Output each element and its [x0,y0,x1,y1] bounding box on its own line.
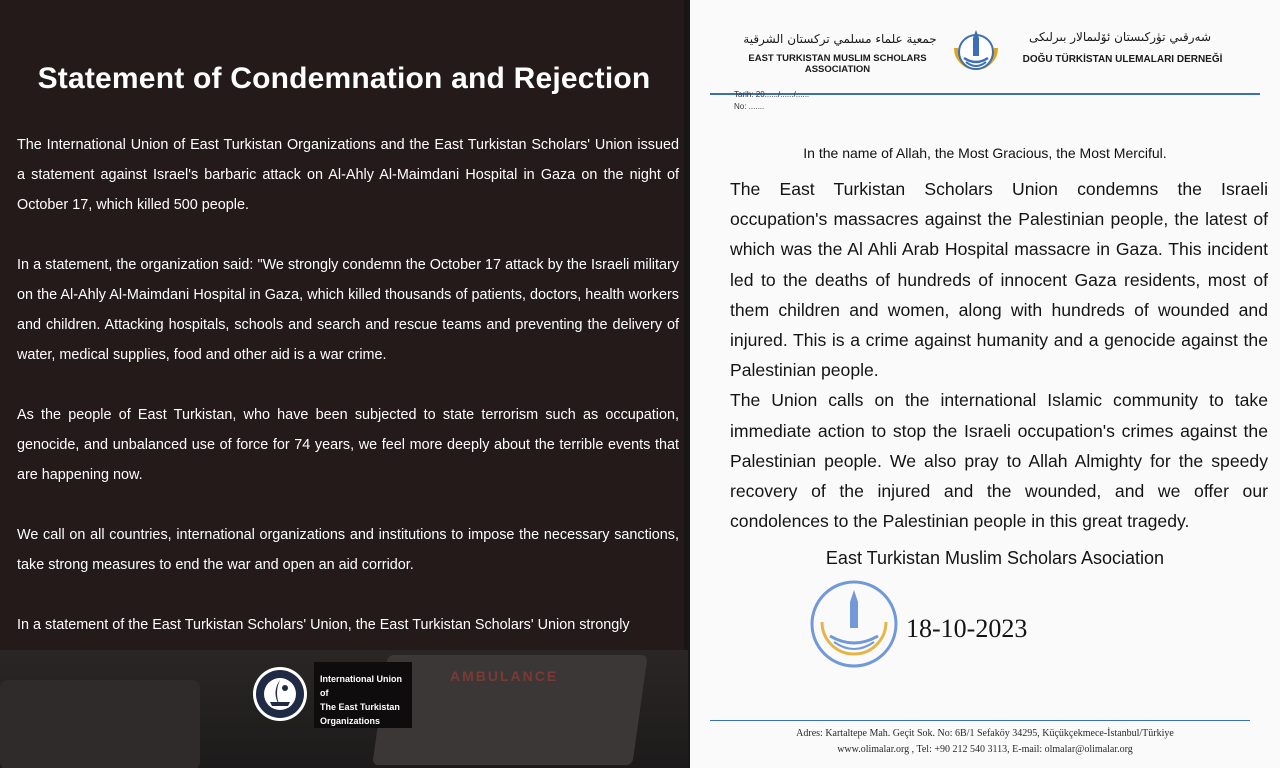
number-field: No: ....... [734,102,765,111]
letter-date: 18-10-2023 [906,614,1028,643]
statement-body [17,130,679,670]
bismillah: In the name of Allah, the Most Gracious, the Most Merciful. [803,145,1167,161]
association-logo-icon [948,18,1004,80]
letterhead [690,14,1280,84]
header-english: EAST TURKISTAN MUSLIM SCHOLARS ASSOCIATION [748,53,927,75]
footer-divider [710,720,1250,721]
letter-body [730,174,1268,536]
statement-text-panel [0,0,684,650]
letter-panel [690,0,1280,768]
header-turkish: DOĞU TÜRKİSTAN ULEMALARI DERNEĞİ [1022,54,1223,65]
vehicle-shape [0,680,200,768]
org-name-line: International Union of [320,674,402,698]
org-name [314,662,412,728]
org-badge [252,662,412,728]
org-name-line: The East Turkistan [320,702,400,712]
statement-title: Statement of Condemnation and Rejection [37,62,651,95]
footer-address: Adres: Kartaltepe Mah. Geçit Sok. No: 6B/1 Sefaköy 34295, Küçükçekmece-İstanbul/Türkiye [796,728,1174,739]
signature: East Turkistan Muslim Scholars Asociation [825,548,1165,568]
date-field: Tarih: 20....../....../...... [734,90,810,99]
statement-paragraph: As the people of East Turkistan, who have been subjected to state terrorism such as occupation, genocide, and unbalanced use of force for 74 years, we feel more deeply about the terrible events that are happening now. [17,407,679,483]
statement-paragraph: In a statement, the organization said: "We strongly condemn the October 17 attack by the Israeli military on the Al-Ahly Al-Maimdani Hospital in Gaza, which killed thousands of patients, doctors, health workers and children. Attacking hospitals, schools and search and rescue teams and preventing the delivery of water, medical supplies, food and other aid is a war crime. [17,257,679,363]
header-uyghur: شەرقىي تۈركىستان ئۆلىمالار بىرلىكى [1028,30,1212,44]
statement-paragraph: The International Union of East Turkistan Organizations and the East Turkistan Scholars' Union issued a statement against Israel's barbaric attack on Al-Ahly Al-Maimdani Hospital in Gaza on the night of October 17, which killed 500 people. [17,137,679,213]
footer-contact: www.olimalar.org , Tel: +90 212 540 3113, E-mail: olmalar@olimalar.org [837,744,1133,755]
header-arabic: جمعية علماء مسلمي تركستان الشرقية [743,32,937,46]
statement-paragraph: We call on all countries, international organizations and institutions to impose the necessary sanctions, take strong measures to end the war and open an aid corridor. [17,527,679,573]
org-logo-icon [252,666,308,722]
letter-paragraph: The East Turkistan Scholars Union condemns the Israeli occupation's massacres against the Palestinian people, the latest of which was the Al Ahli Arab Hospital massacre in Gaza. This incident led to the deaths of hundreds of innocent Gaza residents, most of them children and women, along with hundreds of wounded and injured. This is a crime against humanity and a genocide against the Palestinian people. [730,179,1268,381]
ambulance-label: AMBULANCE [450,668,559,684]
org-name-line: Organizations [320,716,381,726]
statement-paragraph: In a statement of the East Turkistan Scholars' Union, the East Turkistan Scholars' Union strongly [17,617,630,633]
letter-paragraph: The Union calls on the international Islamic community to take immediate action to stop the Israeli occupation's crimes against the Palestinian people. We also pray to Allah Almighty for the speedy recovery of the injured and the wounded, and we offer our condolences to the Palestinian people in this great tragedy. [730,390,1268,532]
stamp-icon [808,578,900,670]
